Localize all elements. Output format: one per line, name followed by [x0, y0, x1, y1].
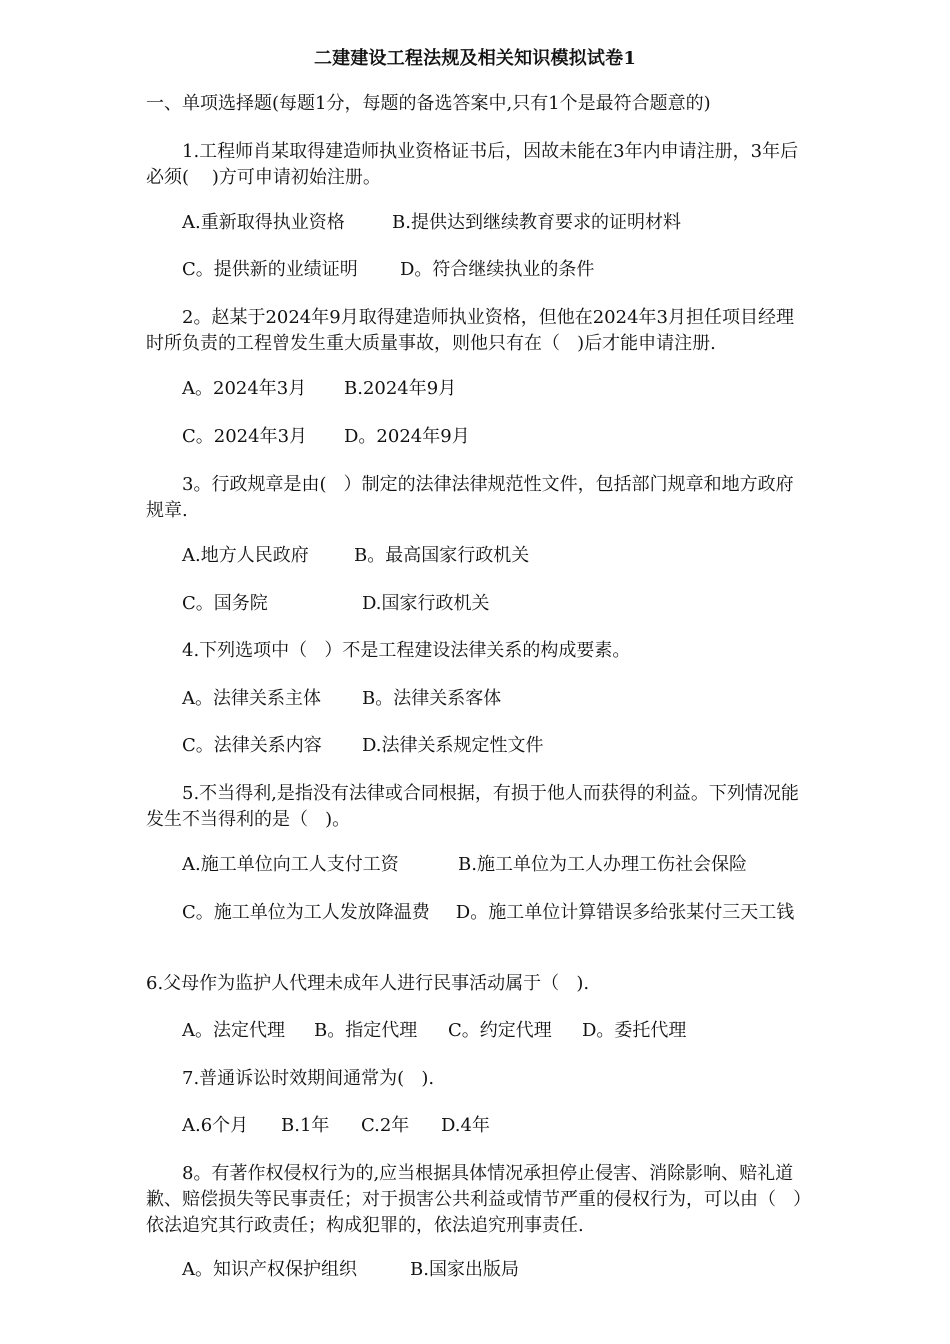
- question-4-option-a: A。法律关系主体: [182, 688, 321, 709]
- section-heading: 一、单项选择题(每题1分，每题的备选答案中,只有1个是最符合题意的): [146, 93, 711, 114]
- question-2-option-b: B.2024年9月: [344, 378, 457, 399]
- question-2-stem: 2。赵某于2024年9月取得建造师执业资格，但他在2024年3月担任项目经理时所负责的工程曾发生重大质量事故，则他只有在（ )后才能申请注册.: [146, 307, 794, 354]
- question-1-option-c: C。提供新的业绩证明: [182, 259, 358, 280]
- question-5-option-b: B.施工单位为工人办理工伤社会保险: [458, 854, 747, 875]
- question-2-option-c: C。2024年3月: [182, 426, 308, 447]
- question-4-option-b: B。法律关系客体: [362, 688, 502, 709]
- question-3-option-d: D.国家行政机关: [362, 593, 490, 614]
- question-2-option-a: A。2024年3月: [182, 378, 307, 399]
- question-6-option-d: D。委托代理: [582, 1020, 687, 1041]
- question-7-stem: 7.普通诉讼时效期间通常为( ).: [182, 1068, 435, 1089]
- question-5-option-c: C。施工单位为工人发放降温费: [182, 902, 430, 923]
- document-title: 二建建设工程法规及相关知识模拟试卷1: [313, 48, 637, 69]
- question-6-option-b: B。指定代理: [314, 1020, 418, 1041]
- question-4-stem: 4.下列选项中（ ）不是工程建设法律关系的构成要素。: [182, 640, 631, 661]
- question-6-option-c: C。约定代理: [448, 1020, 552, 1041]
- question-5-option-d: D。施工单位计算错误多给张某付三天工钱: [455, 902, 795, 923]
- question-7-option-d: D.4年: [441, 1115, 490, 1136]
- question-3-stem: 3。行政规章是由( ）制定的法律法律规范性文件，包括部门规章和地方政府规章.: [146, 474, 794, 521]
- question-8-option-a: A。知识产权保护组织: [182, 1259, 357, 1280]
- question-5-option-a: A.施工单位向工人支付工资: [182, 854, 399, 875]
- question-1-option-d: D。符合继续执业的条件: [400, 259, 595, 280]
- question-3-option-b: B。最高国家行政机关: [354, 545, 530, 566]
- question-8-stem: 8。有著作权侵权行为的,应当根据具体情况承担停止侵害、消除影响、赔礼道歉、赔偿损失等民事责任；对于损害公共利益或情节严重的侵权行为，可以由（ ）依法追究其行政责任；构成犯罪的，依法追究刑事责任.: [146, 1163, 803, 1236]
- question-1-stem: 1.工程师肖某取得建造师执业资格证书后，因故未能在3年内申请注册，3年后必须( )方可申请初始注册。: [146, 141, 799, 188]
- question-5-options-cd: [146, 900, 808, 926]
- question-1-option-a: A.重新取得执业资格: [182, 212, 345, 233]
- question-6-stem: 6.父母作为监护人代理未成年人进行民事活动属于（ ).: [146, 973, 590, 994]
- question-7-option-a: A.6个月: [182, 1115, 249, 1136]
- question-7-option-b: B.1年: [281, 1115, 330, 1136]
- question-6-option-a: A。法定代理: [182, 1020, 285, 1041]
- question-3-option-a: A.地方人民政府: [182, 545, 309, 566]
- question-4-option-d: D.法律关系规定性文件: [362, 735, 544, 756]
- question-5-stem: 5.不当得利,是指没有法律或合同根据，有损于他人而获得的利益。下列情况能发生不当得利的是（ )。: [146, 783, 799, 830]
- question-7-option-c: C.2年: [361, 1115, 410, 1136]
- question-1-option-b: B.提供达到继续教育要求的证明材料: [392, 212, 681, 233]
- question-4-option-c: C。法律关系内容: [182, 735, 322, 756]
- question-2-option-d: D。2024年9月: [344, 426, 470, 447]
- question-3-option-c: C。国务院: [182, 593, 268, 614]
- question-8-option-b: B.国家出版局: [410, 1259, 519, 1280]
